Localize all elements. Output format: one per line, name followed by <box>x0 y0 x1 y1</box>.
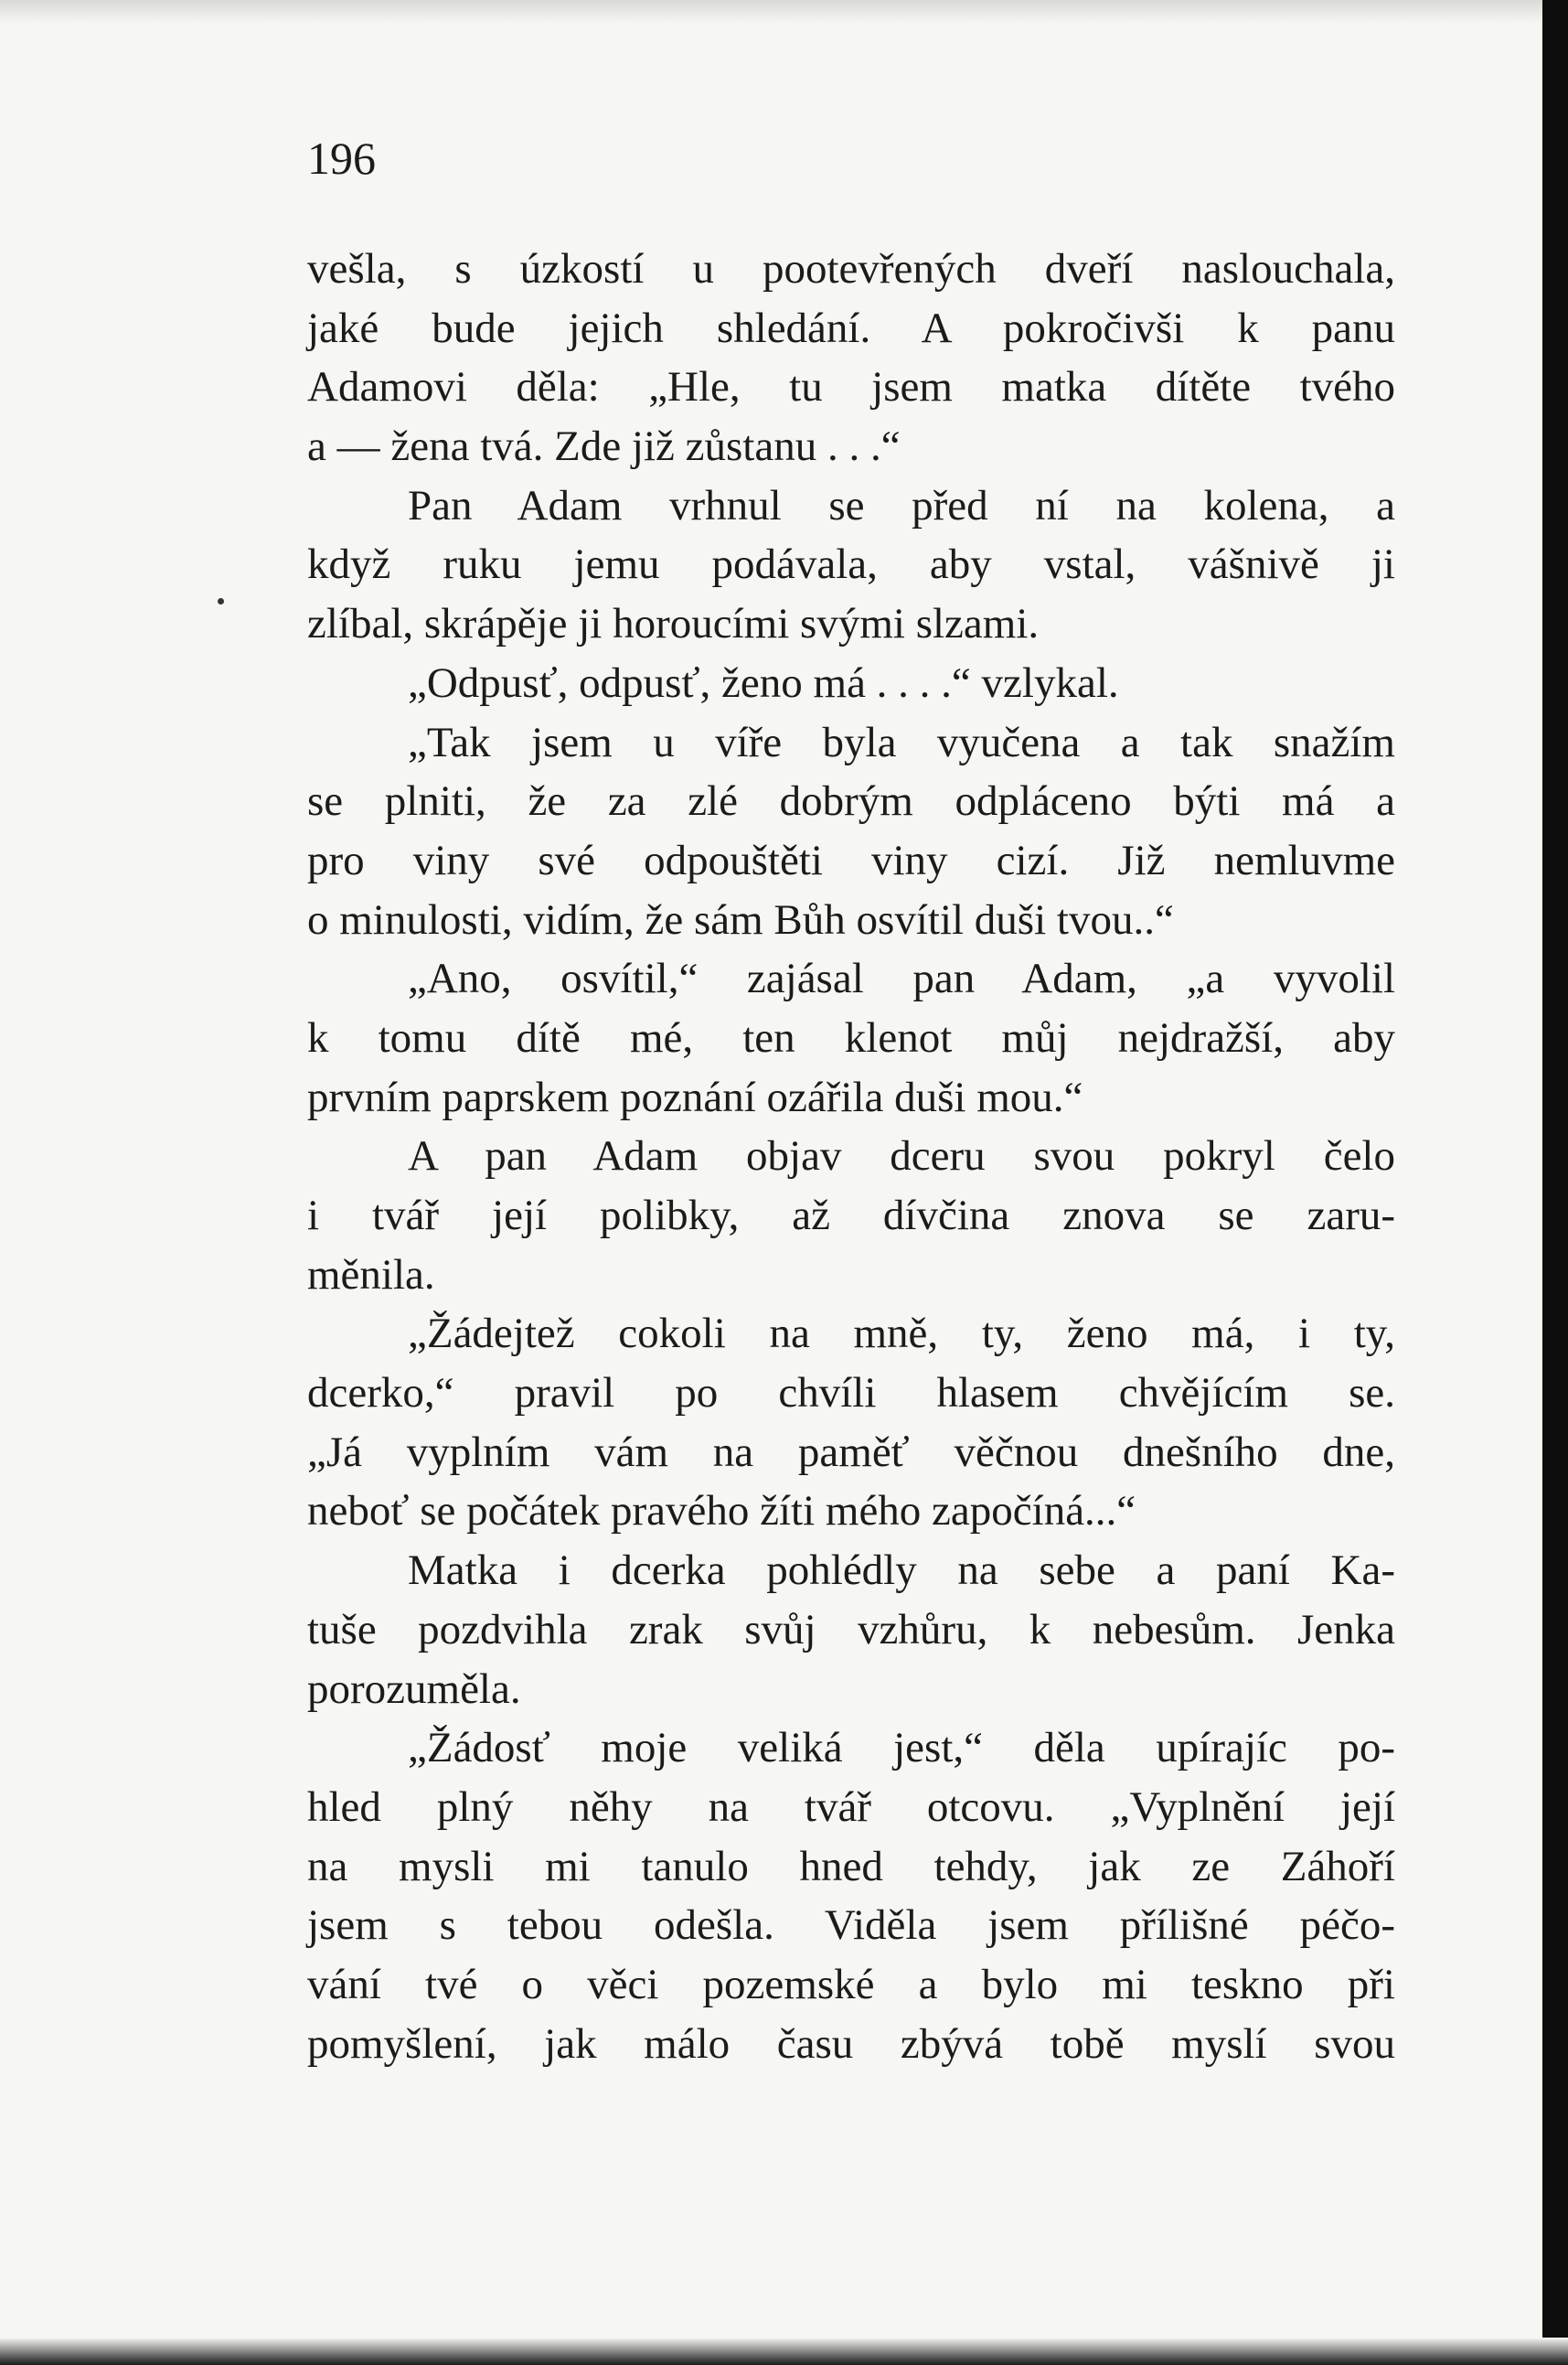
text-line: tuše pozdvihla zrak svůj vzhůru, k nebesům. Jenka <box>307 1605 1395 1653</box>
page-number: 196 <box>307 133 376 184</box>
scan-speck <box>218 598 224 605</box>
text-line: hled plný něhy na tvář otcovu. „Vyplnění její <box>307 1782 1395 1831</box>
text-line: k tomu dítě mé, ten klenot můj nejdražší, aby <box>307 1013 1395 1062</box>
text-line: jaké bude jejich shledání. A pokročivši k panu <box>307 304 1395 352</box>
text-line: zlíbal, skrápěje ji horoucími svými slzami. <box>307 600 1040 648</box>
text-line: Adamovi děla: „Hle, tu jsem matka dítěte tvého <box>307 363 1395 412</box>
text-line: a — žena tvá. Zde již zůstanu . . .“ <box>307 423 901 471</box>
text-line: i tvář její polibky, až dívčina znova se zaru- <box>307 1192 1395 1239</box>
text-line: vání tvé o věci pozemské a bylo mi teskno při <box>307 1960 1395 2008</box>
text-line: „Tak jsem u víře byla vyučena a tak snažím <box>408 718 1395 766</box>
scan-edge-bottom <box>0 2338 1568 2365</box>
text-line: „Odpusť, odpusť, ženo má . . . .“ vzlykal. <box>408 658 1119 707</box>
text-line: měnila. <box>307 1250 435 1299</box>
scan-edge-right <box>1542 0 1568 2365</box>
text-line: „Ano, osvítil,“ zajásal pan Adam, „a vyvolil <box>408 955 1395 1003</box>
text-line: „Žádejtež cokoli na mně, ty, ženo má, i ty, <box>408 1310 1395 1358</box>
text-line: A pan Adam objav dceru svou pokryl čelo <box>408 1132 1395 1181</box>
text-line: „Žádosť moje veliká jest,“ děla upírajíc po- <box>408 1724 1395 1772</box>
text-line: dcerko,“ pravil po chvíli hlasem chvějícím se. <box>307 1369 1395 1418</box>
text-line: jsem s tebou odešla. Viděla jsem přílišné péčo- <box>307 1901 1395 1950</box>
text-line: vešla, s úzkostí u pootevřených dveří naslouchala, <box>307 245 1395 293</box>
text-line: neboť se počátek pravého žíti mého započíná...“ <box>307 1487 1136 1536</box>
scan-edge-top <box>0 0 1568 24</box>
text-line: Pan Adam vrhnul se před ní na kolena, a <box>408 481 1395 530</box>
text-line: se plniti, že za zlé dobrým odpláceno býti má a <box>307 777 1395 826</box>
text-line: porozuměla. <box>307 1664 521 1713</box>
text-line: pomyšlení, jak málo času zbývá tobě myslí svou <box>307 2019 1395 2068</box>
text-line: o minulosti, vidím, že sám Bůh osvítil duši tvou..“ <box>307 895 1174 944</box>
text-line: pro viny své odpouštěti viny cizí. Již nemluvme <box>307 836 1395 884</box>
text-line: „Já vyplním vám na paměť věčnou dnešního dne, <box>307 1428 1395 1476</box>
text-line: na mysli mi tanulo hned tehdy, jak ze Záhoří <box>307 1842 1395 1890</box>
page-text <box>307 240 1395 2073</box>
text-line: prvním paprskem poznání ozářila duši mou.“ <box>307 1073 1083 1121</box>
text-line: když ruku jemu podávala, aby vstal, vášnivě ji <box>307 540 1395 589</box>
text-line: Matka i dcerka pohlédly na sebe a paní Ka- <box>408 1546 1395 1595</box>
